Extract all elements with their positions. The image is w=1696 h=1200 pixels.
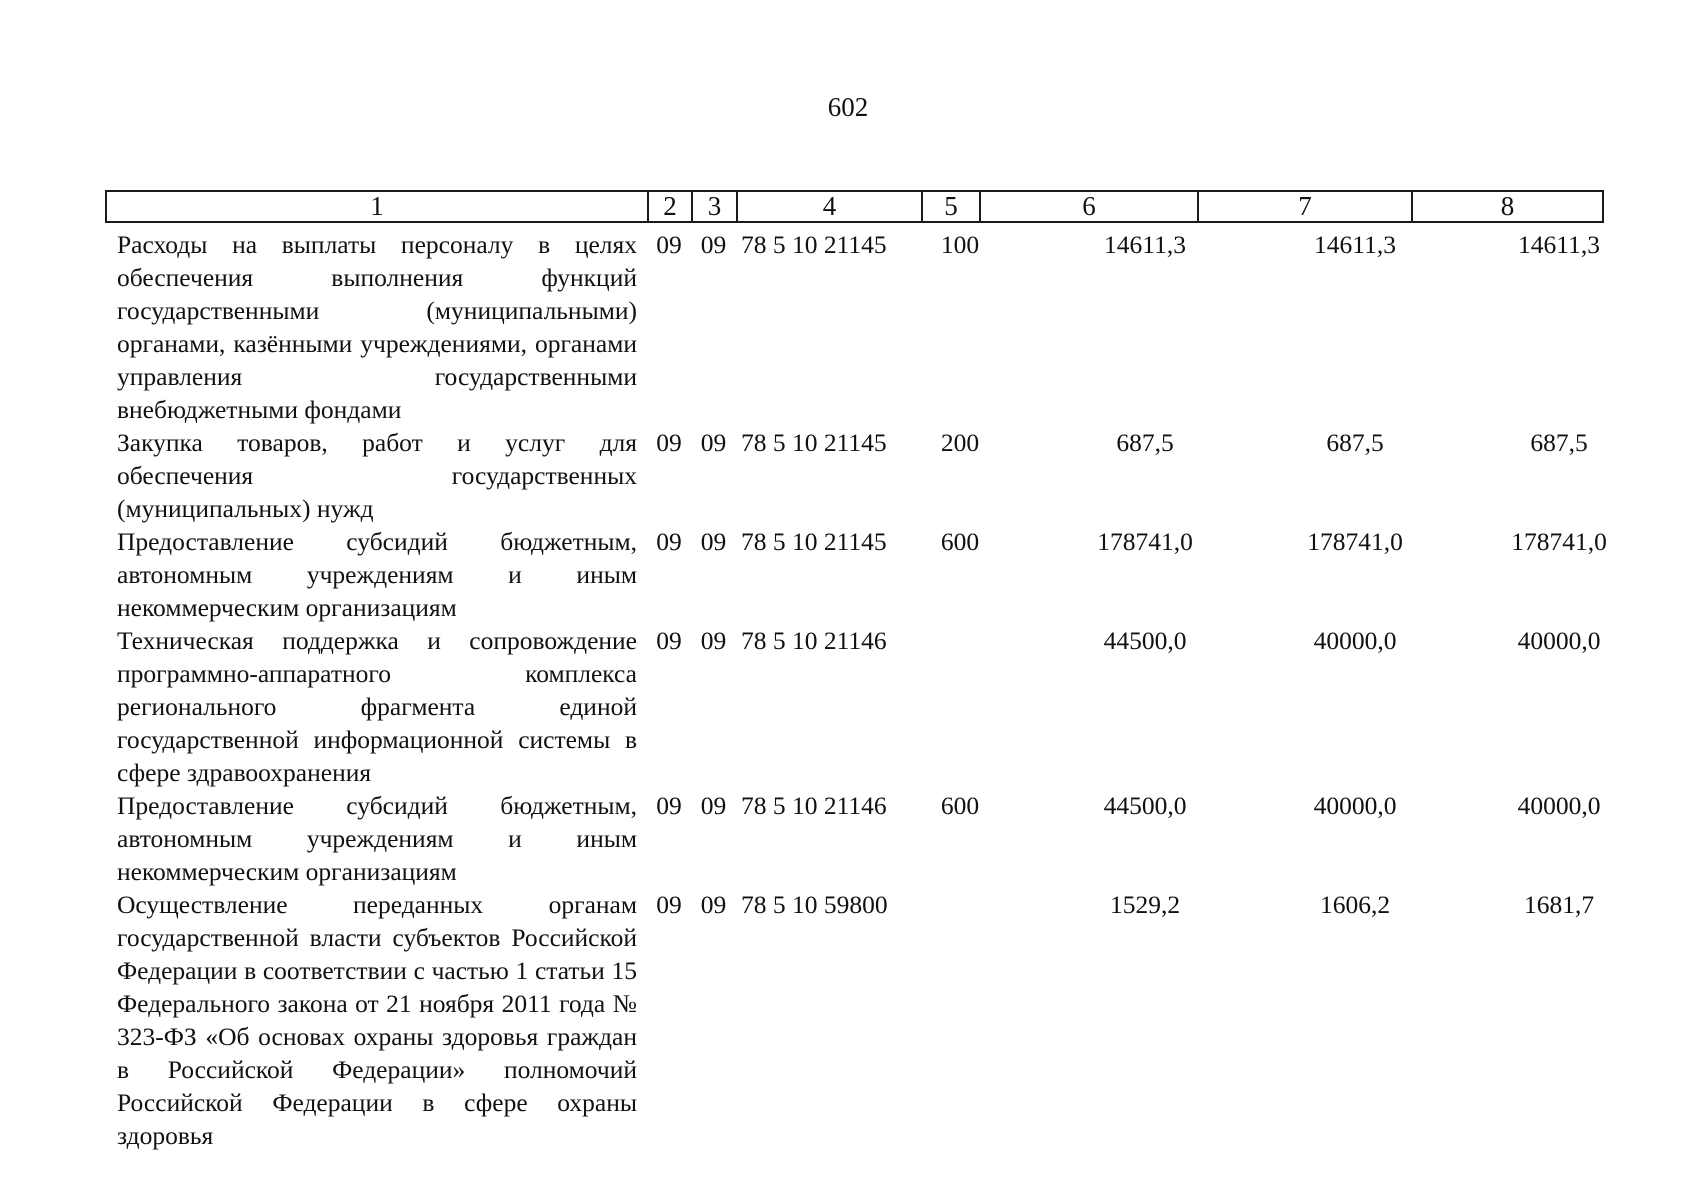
row-subsection-code: 09 [700,626,727,655]
row-section-code: 09 [656,428,682,457]
row-subsection-code: 09 [700,791,727,820]
row-description: Закупка товаров, работ и услуг для обеспечения государственных (муниципальных) нужд [117,428,637,523]
row-subsection-code: 09 [700,890,727,919]
row-subsection-code: 09 [700,527,727,556]
header-col-3: 3 [692,191,737,222]
row-target-article-code: 78 5 10 59800 [741,890,888,919]
row-expense-type-code: 600 [940,791,980,820]
row-amount-col7: 40000,0 [1313,791,1397,820]
page-number: 602 [827,92,869,122]
row-section-code: 09 [656,626,682,655]
row-expense-type-code: 200 [940,428,980,457]
row-section-code: 09 [656,527,682,556]
header-col-8: 8 [1412,191,1603,222]
row-section-code: 09 [656,791,682,820]
row-amount-col8: 14611,3 [1518,230,1600,259]
row-amount-col7: 178741,0 [1307,527,1403,556]
row-description: Техническая поддержка и сопровождение программно-аппаратного комплекса регионального фрагмента единой государственной информационной системы в сфере здравоохранения [117,626,637,787]
row-subsection-code: 09 [700,428,727,457]
header-col-5: 5 [922,191,980,222]
header-col-1: 1 [106,191,648,222]
row-amount-col6: 14611,3 [1104,230,1186,259]
row-description: Расходы на выплаты персоналу в целях обеспечения выполнения функций государственными (муниципальными) органами, казёнными учреждениями, органами управления государственными внебюджетными фондами [117,230,637,424]
row-expense-type-code: 100 [940,230,980,259]
row-amount-col8: 40000,0 [1517,626,1601,655]
header-col-4: 4 [737,191,922,222]
header-col-2: 2 [648,191,692,222]
row-amount-col6: 44500,0 [1103,791,1187,820]
row-amount-col6: 178741,0 [1097,527,1193,556]
table-row [105,525,1607,624]
row-description: Предоставление субсидий бюджетным, автономным учреждениям и иным некоммерческим организациям [117,791,637,886]
row-amount-col6: 1529,2 [1109,890,1181,919]
row-section-code: 09 [656,230,682,259]
row-target-article-code: 78 5 10 21146 [741,626,887,655]
row-amount-col8: 687,5 [1530,428,1588,457]
row-amount-col7: 40000,0 [1313,626,1397,655]
row-description: Осуществление переданных органам государственной власти субъектов Российской Федерации в соответствии с частью 1 статьи 15 Федерального закона от 21 ноября 2011 года № 323-ФЗ «Об основах охраны здоровья граждан в Российской Федерации» полномочий Российской Федерации в сфере охраны здоровья [117,890,637,1150]
row-amount-col8: 178741,0 [1511,527,1607,556]
row-subsection-code: 09 [700,230,727,259]
row-amount-col8: 1681,7 [1523,890,1595,919]
row-amount-col6: 44500,0 [1103,626,1187,655]
row-amount-col6: 687,5 [1116,428,1174,457]
row-expense-type-code: 600 [940,527,980,556]
budget-table-body [105,228,1607,1152]
row-amount-col7: 14611,3 [1314,230,1396,259]
row-target-article-code: 78 5 10 21145 [741,428,887,457]
row-section-code: 09 [656,890,682,919]
table-row [105,228,1602,426]
header-col-6: 6 [980,191,1198,222]
table-row [105,789,1602,888]
row-target-article-code: 78 5 10 21146 [741,791,887,820]
table-row [105,624,1602,789]
header-col-7: 7 [1198,191,1412,222]
row-target-article-code: 78 5 10 21145 [741,230,887,259]
row-target-article-code: 78 5 10 21145 [741,527,887,556]
row-amount-col8: 40000,0 [1517,791,1601,820]
column-number-header [105,190,1604,223]
row-amount-col7: 687,5 [1326,428,1384,457]
row-description: Предоставление субсидий бюджетным, автономным учреждениям и иным некоммерческим организациям [117,527,637,622]
table-row [105,426,1602,525]
row-amount-col7: 1606,2 [1319,890,1391,919]
table-row [105,888,1602,1152]
